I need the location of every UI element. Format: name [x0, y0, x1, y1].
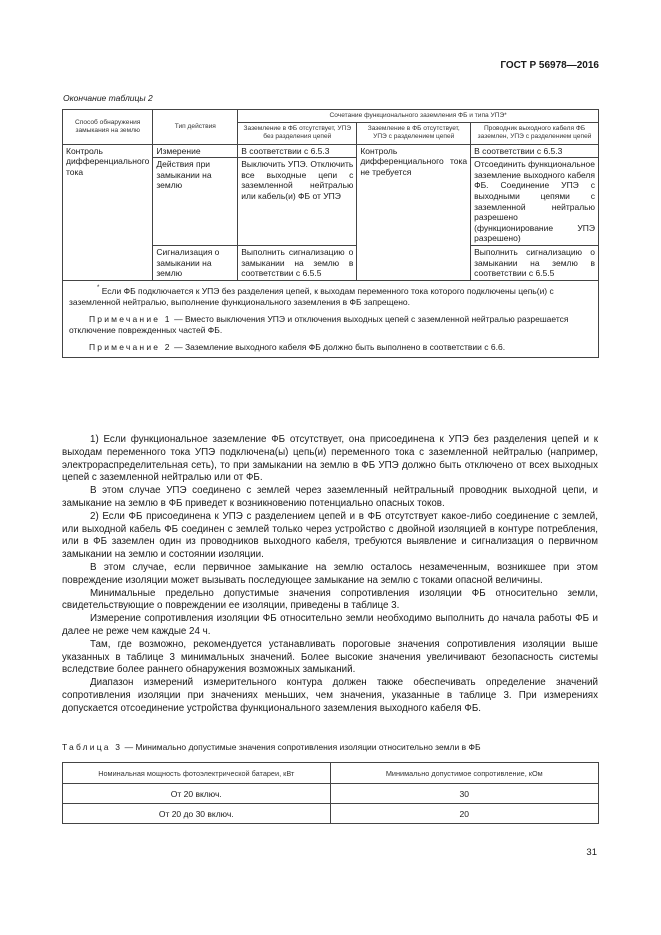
table3	[62, 762, 599, 824]
resistance-cell: 20	[330, 804, 598, 824]
paragraph: Минимальные предельно допустимые значения сопротивления изоляции ФБ относительно земли, свидетельствующие о повреждении ее изоляции, приведены в таблице 3.	[62, 587, 598, 612]
note1-text: — Вместо выключения УПЭ и отключения выходных цепей с заземленной нейтралью разрешается отключение поврежденных частей ФБ.	[69, 313, 569, 335]
power-cell: От 20 до 30 включ.	[63, 804, 331, 824]
table2-note1	[69, 314, 592, 336]
method-cell: Контроль дифференциального тока	[63, 144, 153, 280]
action-cell: Действия при замыкании на землю	[153, 158, 238, 246]
table-row	[63, 784, 599, 804]
col1-cell: В соответствии с 6.5.3	[238, 144, 357, 158]
table-row	[63, 144, 599, 158]
note1-label: Примечание 1	[89, 313, 172, 324]
action-cell: Измерение	[153, 144, 238, 158]
header-power: Номинальная мощность фотоэлектрической батареи, кВт	[63, 763, 331, 784]
table-row	[63, 804, 599, 824]
table3-label: Таблица 3	[62, 742, 123, 752]
paragraph: 2) Если ФБ присоединена к УПЭ с разделением цепей и в ФБ отсутствует какое-либо соединение с землей, или выходной кабель ФБ соединен с землей только через устройство с двойной изоляцией в контуре потребления, или в ФБ заземлен один из проводников выходного кабеля, требуются выявление и сигнализация о первичном замыкании на землю и состоянии изоляции.	[62, 510, 598, 561]
table2-footnote	[69, 284, 592, 308]
standard-code: ГОСТ Р 56978—2016	[500, 60, 599, 71]
col3-cell: Отсоединить функциональное заземление выходного кабеля ФБ. Соединение УПЭ с выходными цепями с заземленной нейтралью разрешено (функционирование УПЭ разрешено)	[471, 158, 599, 246]
footnote-mark: *	[97, 284, 100, 291]
header-grounding-combination: Сочетание функционального заземления ФБ и типа УПЭ*	[238, 110, 599, 123]
header-method: Способ обнаружения замыкания на землю	[63, 110, 153, 145]
table3-title: — Минимально допустимые значения сопротивления изоляции относительно земли в ФБ	[124, 742, 481, 752]
table2-notes	[63, 280, 599, 357]
col1-cell: Выключить УПЭ. Отключить все выходные цепи с заземленной нейтралью или кабель(и) ФБ от УПЭ	[238, 158, 357, 246]
table2	[62, 109, 599, 358]
power-cell: От 20 включ.	[63, 784, 331, 804]
resistance-cell: 30	[330, 784, 598, 804]
paragraph: В этом случае УПЭ соединено с землей через заземленный нейтральный проводник выходной цепи, и замыкание на землю в ФБ приведет к возникновению потенциально опасных токов.	[62, 485, 598, 509]
page-number: 31	[586, 847, 597, 858]
header-resistance: Минимально допустимое сопротивление, кОм	[330, 763, 598, 784]
header-col3: Проводник выходного кабеля ФБ заземлен, УПЭ с разделением цепей	[471, 123, 599, 144]
col1-cell: Выполнить сигнализацию о замыкании на землю в соответствии с 6.5.5	[238, 245, 357, 280]
table3-caption	[62, 742, 481, 752]
col3-cell: В соответствии с 6.5.3	[471, 144, 599, 158]
table2-caption: Окончание таблицы 2	[63, 93, 153, 103]
table2-note2	[69, 342, 592, 353]
action-cell: Сигнализация о замыкании на землю	[153, 245, 238, 280]
col2-cell: Контроль дифференциального тока не требуется	[357, 144, 471, 280]
paragraph: Там, где возможно, рекомендуется устанавливать пороговые значения сопротивления изоляции выше указанных в таблице 3 минимальных значений. Более высокие значения увеличивают безопасность системы вследствие более раннего обнаружения возможных замыканий.	[62, 638, 598, 676]
note2-text: — Заземление выходного кабеля ФБ должно быть выполнено в соответствии с 6.6.	[174, 341, 506, 352]
paragraph: Диапазон измерений измерительного контура должен также обеспечивать определение значений сопротивления изоляции при значениях меньших, чем значения, указанные в таблице 3. При измерениях допускается отсоединение устройства функционального заземления выходного кабеля ФБ.	[62, 677, 598, 714]
footnote-text: Если ФБ подключается к УПЭ без разделения цепей, к выходам переменного тока которого подключены цепь(и) с заземленной нейтралью, выполнение функционального заземления в ФБ запрещено.	[69, 285, 554, 307]
col3-cell: Выполнить сигнализацию о замыкании на землю в соответствии с 6.5.5	[471, 245, 599, 280]
paragraph: Измерение сопротивления изоляции ФБ относительно земли необходимо выполнить до начала работы ФБ и далее не реже чем каждые 24 ч.	[62, 613, 598, 637]
header-col1: Заземление в ФБ отсутствует, УПЭ без разделения цепей	[238, 123, 357, 144]
body-text	[62, 434, 598, 716]
header-action-type: Тип действия	[153, 110, 238, 145]
paragraph: В этом случае, если первичное замыкание на землю осталось незамеченным, возникшее при этом повреждение изоляции может вызывать последующее замыкание на землю с токами опасной величины.	[62, 561, 598, 586]
header-col2: Заземление в ФБ отсутствует, УПЭ с разделением цепей	[357, 123, 471, 144]
note2-label: Примечание 2	[89, 341, 172, 352]
paragraph: 1) Если функциональное заземление ФБ отсутствует, она присоединена к УПЭ без разделения цепей и к выходам переменного тока УПЭ подключена(ы) цепь(и) переменного тока с заземленной нейтралью (например, электрораспределительная сеть), то при замыкании на землю в ФБ УПЭ должно быть отключено от всех выходных цепей с заземленной нейтралью или от ФБ.	[62, 434, 598, 484]
